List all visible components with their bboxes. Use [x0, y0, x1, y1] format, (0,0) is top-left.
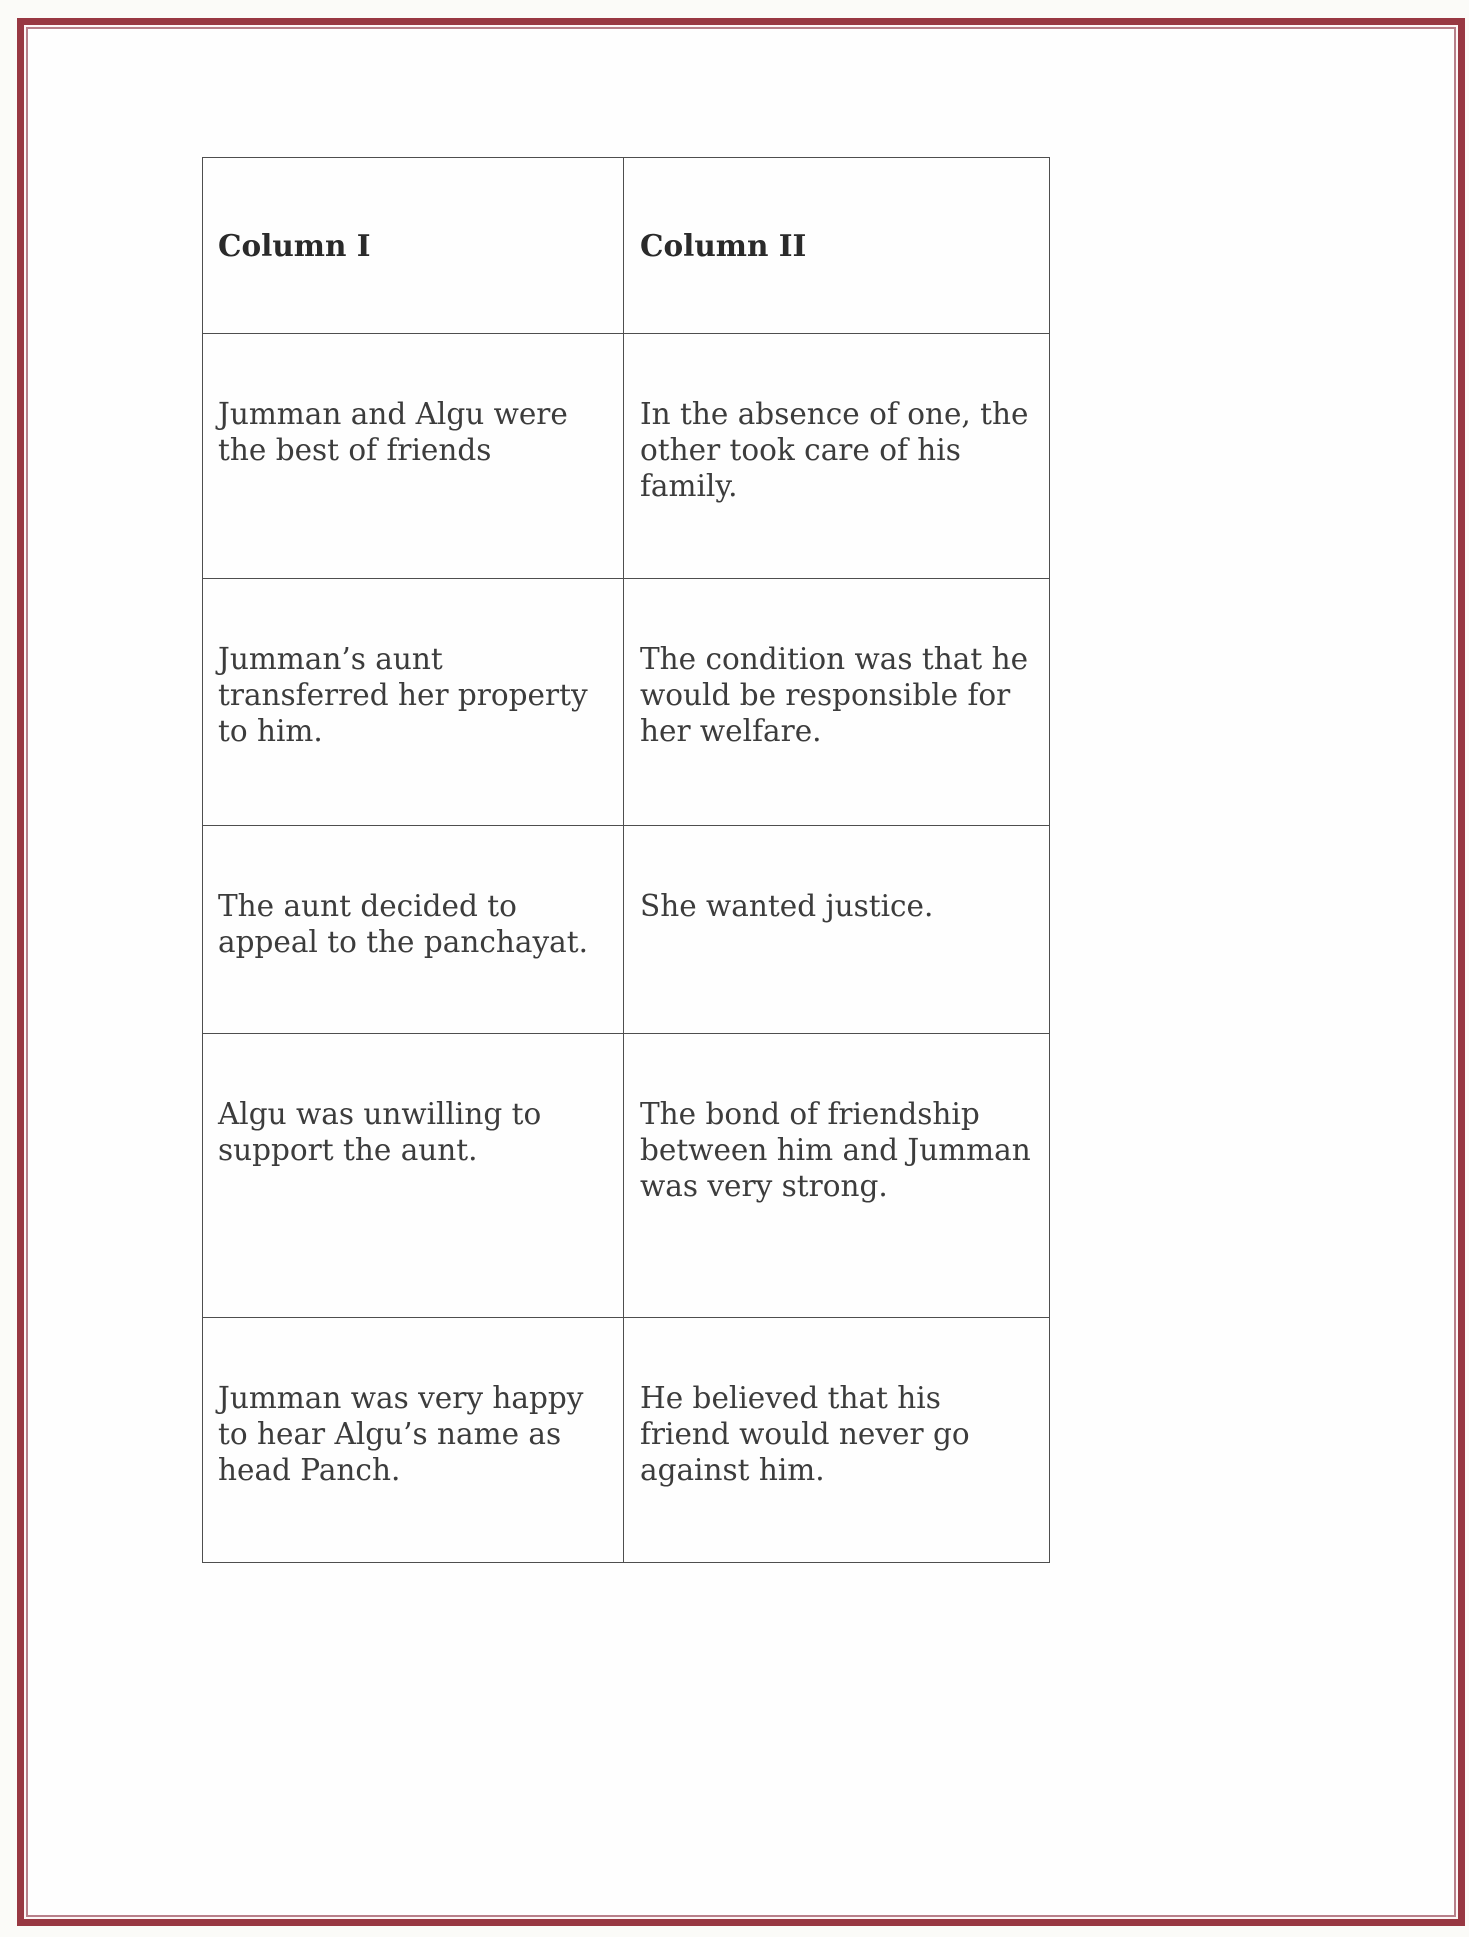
cell-column-1: Jumman and Algu were the best of friends	[203, 334, 624, 579]
column-header-2: Column II	[624, 158, 1050, 334]
cell-column-2: The condition was that he would be responsible for her welfare.	[624, 579, 1050, 826]
table-row	[203, 334, 1050, 579]
cell-column-1: The aunt decided to appeal to the panchayat.	[203, 826, 624, 1034]
cell-column-2: The bond of friendship between him and Jumman was very strong.	[624, 1034, 1050, 1318]
table-row	[203, 826, 1050, 1034]
cell-column-1: Algu was unwilling to support the aunt.	[203, 1034, 624, 1318]
table-row	[203, 1034, 1050, 1318]
cell-column-1: Jumman’s aunt transferred her property to him.	[203, 579, 624, 826]
cell-column-2: He believed that his friend would never go against him.	[624, 1318, 1050, 1563]
table-row	[203, 579, 1050, 826]
cell-column-1: Jumman was very happy to hear Algu’s name as head Panch.	[203, 1318, 624, 1563]
table-header-row	[203, 158, 1050, 334]
cell-column-2: In the absence of one, the other took care of his family.	[624, 334, 1050, 579]
column-header-1: Column I	[203, 158, 624, 334]
match-columns-table	[202, 157, 1050, 1563]
cell-column-2: She wanted justice.	[624, 826, 1050, 1034]
table-row	[203, 1318, 1050, 1563]
